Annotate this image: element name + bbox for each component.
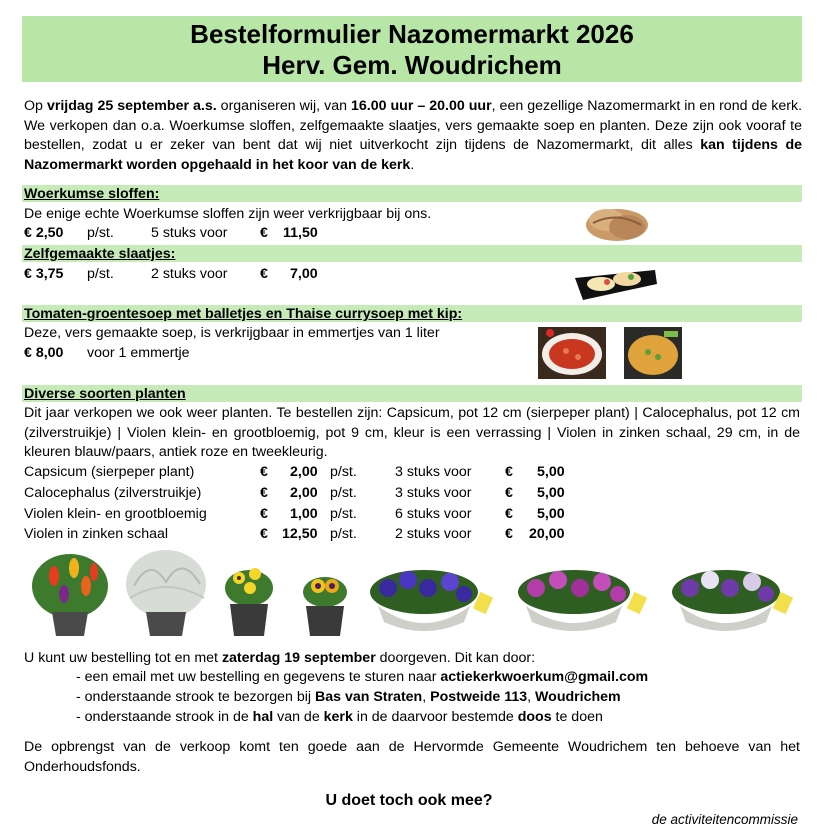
- plant-unit: p/st.: [330, 526, 357, 542]
- plant-deal-price: 5,00: [537, 485, 565, 501]
- sloffen-price: € 2,50: [24, 225, 64, 241]
- plant-currency: €: [260, 506, 268, 522]
- slaatjes-deal-price: 7,00: [290, 266, 318, 282]
- plant-currency: €: [260, 464, 268, 480]
- event-date: vrijdag 25 september a.s.: [46, 98, 217, 114]
- event-time: 16.00 uur – 20.00 uur: [350, 98, 492, 114]
- title-banner: [22, 16, 802, 82]
- list-item: - een email met uw bestelling en gegevens te sturen naar actiekerkwoerkum@gmail.com: [76, 669, 649, 685]
- slaatjes-price: € 3,75: [24, 266, 64, 282]
- plant-unit: p/st.: [330, 506, 357, 522]
- section-heading-soep: Tomaten-groentesoep met balletjes en Thaise currysoep met kip:: [22, 305, 802, 322]
- plant-price: 2,00: [290, 464, 318, 480]
- tomato-soup-photo: [538, 327, 606, 379]
- plant-currency: €: [260, 485, 268, 501]
- section-heading-slaatjes: Zelfgemaakte slaatjes:: [22, 245, 802, 262]
- curry-soup-photo: [624, 327, 682, 379]
- proceeds-paragraph: De opbrengst van de verkoop komt ten goede aan de Hervormde Gemeente Woudrichem ten behoeve van het Onderhoudsfonds.: [24, 739, 800, 775]
- plant-name: Calocephalus (zilverstruikje): [24, 485, 202, 501]
- plant-deal-currency: €: [505, 506, 513, 522]
- soep-price: € 8,00: [24, 345, 64, 361]
- soep-description: Deze, vers gemaakte soep, is verkrijgbaar in emmertjes van 1 liter: [24, 325, 440, 341]
- slaatjes-deal: 2 stuks voor: [151, 266, 228, 282]
- pansy-pot-photo-1: [222, 558, 276, 638]
- order-deadline: zaterdag 19 september: [221, 650, 376, 666]
- pansy-pot-photo-2: [298, 570, 352, 638]
- intro-paragraph: Op vrijdag 25 september a.s. organiseren wij, van 16.00 uur – 20.00 uur, een gezellige Nazomermarkt in en rond de kerk. We verkopen dan o.a. Woerkumse sloffen, zelfgemaakte slaatjes, vers gemaakte soep en planten. Deze zijn ook vooraf te bestellen, zodat u er zeker van bent dat wij niet uitverkocht zijn tijdens de Nazomermarkt, dit alles kan tijdens de Nazomermarkt worden opgehaald in het koor van de kerk.: [24, 98, 803, 173]
- page-title: Bestelformulier Nazomermarkt 2026: [190, 19, 634, 49]
- violets-zinc-bowl-photo-1: [364, 566, 498, 638]
- page-subtitle: Herv. Gem. Woudrichem: [262, 50, 562, 80]
- planten-description: Dit jaar verkopen we ook weer planten. Te bestellen zijn: Capsicum, pot 12 cm (sierpeper plant) | Calocephalus, pot 12 cm (zilverstruikje) | Violen klein- en grootbloemig, pot 9 cm, kleur is een verrassing | Violen in zinken schaal, 29 cm, in de kleuren blauw/paars, antiek roze en tweekleurig.: [24, 405, 800, 460]
- plant-deal-price: 20,00: [529, 526, 565, 542]
- order-options-list: [76, 667, 648, 727]
- section-heading-sloffen: Woerkumse sloffen:: [22, 185, 802, 202]
- sloffen-unit: p/st.: [87, 225, 114, 241]
- plant-unit: p/st.: [330, 485, 357, 501]
- plant-deal: 3 stuks voor: [395, 485, 472, 501]
- slaatjes-unit: p/st.: [87, 266, 114, 282]
- plant-name: Capsicum (sierpeper plant): [24, 464, 195, 480]
- sloffen-deal: 5 stuks voor: [151, 225, 228, 241]
- signature: de activiteitencommissie: [651, 812, 798, 827]
- order-email: actiekerkwoerkum@gmail.com: [440, 669, 649, 685]
- plant-deal: 2 stuks voor: [395, 526, 472, 542]
- plant-deal: 3 stuks voor: [395, 464, 472, 480]
- plant-name: Violen klein- en grootbloemig: [24, 506, 207, 522]
- order-instructions: U kunt uw bestelling tot en met zaterdag 19 september doorgeven. Dit kan door:: [24, 650, 536, 666]
- sloffen-currency: €: [260, 225, 268, 241]
- plant-deal-price: 5,00: [537, 506, 565, 522]
- plant-deal-currency: €: [505, 526, 513, 542]
- plant-price: 1,00: [290, 506, 318, 522]
- pickup-note: kan tijdens de Nazomermarkt worden opgehaald in het koor van de kerk: [24, 137, 803, 173]
- plant-currency: €: [260, 526, 268, 542]
- section-heading-planten: Diverse soorten planten: [22, 385, 802, 402]
- plant-unit: p/st.: [330, 464, 357, 480]
- calocephalus-plant-photo: [120, 546, 212, 638]
- sloffen-description: De enige echte Woerkumse sloffen zijn weer verkrijgbaar bij ons.: [24, 206, 432, 222]
- slaatjes-currency: €: [260, 266, 268, 282]
- list-item: - onderstaande strook te bezorgen bij Bas van Straten, Postweide 113, Woudrichem: [76, 689, 621, 705]
- plant-price: 2,00: [290, 485, 318, 501]
- capsicum-plant-photo: [24, 546, 116, 638]
- plant-deal-currency: €: [505, 464, 513, 480]
- plant-name: Violen in zinken schaal: [24, 526, 169, 542]
- violets-zinc-bowl-photo-3: [666, 566, 800, 638]
- soep-unit: voor 1 emmertje: [87, 345, 190, 361]
- closing-call: U doet toch ook mee?: [325, 792, 493, 809]
- plant-deal-currency: €: [505, 485, 513, 501]
- slippers-photo: [583, 203, 651, 243]
- plant-price: 12,50: [282, 526, 318, 542]
- plant-deal: 6 stuks voor: [395, 506, 472, 522]
- list-item: - onderstaande strook in de hal van de kerk in de daarvoor bestemde doos te doen: [76, 709, 603, 725]
- salad-tray-photo: [571, 264, 659, 304]
- plant-deal-price: 5,00: [537, 464, 565, 480]
- sloffen-deal-price: 11,50: [283, 225, 318, 241]
- violets-zinc-bowl-photo-2: [512, 566, 650, 638]
